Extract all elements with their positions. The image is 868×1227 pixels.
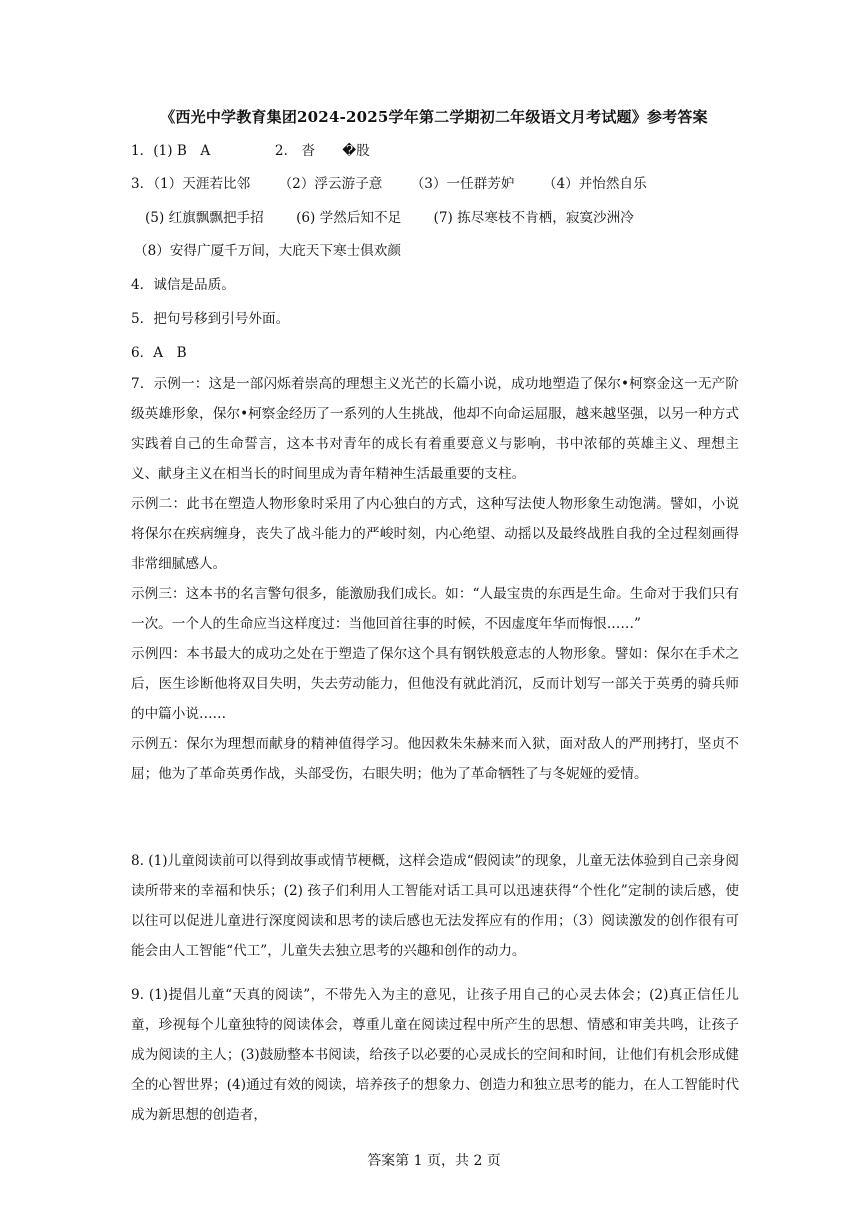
answer-q3-4: （4）并怡然自乐 (542, 176, 647, 192)
answer-q3-7: (7) 拣尽寒枝不肯栖，寂寞沙洲冷 (433, 210, 634, 226)
answer-q3-1: 3．（1）天涯若比邻 (131, 176, 251, 192)
answer-q3-line1 (131, 172, 741, 192)
answer-q2: 2. 沓 �股 (274, 143, 370, 159)
answer-q4: 4．诚信是品质。 (131, 277, 235, 293)
answer-q6: 6．A B (131, 345, 187, 361)
answer-q9: 9. (1)提倡儿童“天真的阅读”，不带先入为主的意见，让孩子用自己的心灵去体会；(2)真正信任儿童，珍视每个儿童独特的阅读体会，尊重儿童在阅读过程中所产生的思想、情感和审美共鸣，让孩子成为阅读的主人；(3)鼓励整本书阅读，给孩子以必要的心灵成长的空间和时间，让他们有机会形成健全的心智世界；(4)通过有效的阅读，培养孩子的想象力、创造力和独立思考的能力，在人工智能时代成为新思想的创造者， (131, 987, 739, 1123)
answer-q1-q2 (131, 139, 741, 159)
answer-q3-3: （3）一任群芳妒 (410, 176, 515, 192)
answer-q1: 1．(1) B A (131, 143, 211, 159)
answer-q7-example3: 示例三：这本书的名言警句很多，能激励我们成长。如：“人最宝贵的东西是生命。生命对于我们只有一次。一个人的生命应当这样度过：当他回首往事的时候，不因虚度年华而悔恨……” (131, 586, 739, 632)
answer-q3-line2 (145, 206, 755, 226)
answer-q7-example5: 示例五：保尔为理想而献身的精神值得学习。他因救朱朱赫来而入狱，面对敌人的严刑拷打，坚贞不屈；他为了革命英勇作战，头部受伤，右眼失明；他为了革命牺牲了与冬妮娅的爱情。 (131, 736, 739, 782)
answer-q7-example4: 示例四：本书最大的成功之处在于塑造了保尔这个具有钢铁般意志的人物形象。譬如：保尔在手术之后，医生诊断他将双目失明，失去劳动能力，但他没有就此消沉，反而计划写一部关于英勇的骑兵师的中篇小说…… (131, 646, 739, 722)
answer-q3-5: (5) 红旗飘飘把手招 (145, 210, 264, 226)
answer-q7-example1: 7．示例一：这是一部闪烁着崇高的理想主义光芒的长篇小说，成功地塑造了保尔•柯察金这一无产阶级英雄形象，保尔•柯察金经历了一系列的人生挑战，他却不向命运屈服，越来越坚强，以另一种方式实践着自己的生命誓言，这本书对青年的成长有着重要意义与影响，书中浓郁的英雄主义、理想主义、献身主义在相当长的时间里成为青年精神生活最重要的支柱。 (131, 376, 739, 482)
answer-q7-example2: 示例二：此书在塑造人物形象时采用了内心独白的方式，这种写法使人物形象生动饱满。譬如，小说将保尔在疾病缠身，丧失了战斗能力的严峻时刻，内心绝望、动摇以及最终战胜自我的全过程刻画得非常细腻感人。 (131, 496, 739, 572)
answer-q7 (131, 369, 739, 789)
answer-q3-line3: （8）安得广厦千万间，大庇天下寒士俱欢颜 (134, 243, 401, 259)
answer-q3-2: （2）浮云游子意 (278, 176, 383, 192)
page-title: 《西光中学教育集团2024-2025学年第二学期初二年级语文月考试题》参考答案 (160, 108, 708, 126)
answer-q5: 5．把句号移到引号外面。 (131, 311, 290, 327)
answer-q3-6: (6) 学然后知不足 (296, 210, 402, 226)
answer-q8: 8. (1)儿童阅读前可以得到故事或情节梗概，这样会造成“假阅读”的现象，儿童无法体验到自己亲身阅读所带来的幸福和快乐；(2) 孩子们利用人工智能对话工具可以迅速获得“个性化”定制的读后感，使以往可以促进儿童进行深度阅读和思考的读后感也无法发挥应有的作用；（3）阅读激发的创作很有可能会由人工智能“代工”，儿童失去独立思考的兴趣和创作的动力。 (131, 853, 739, 959)
page-footer: 答案第 1 页，共 2 页 (367, 1153, 501, 1169)
